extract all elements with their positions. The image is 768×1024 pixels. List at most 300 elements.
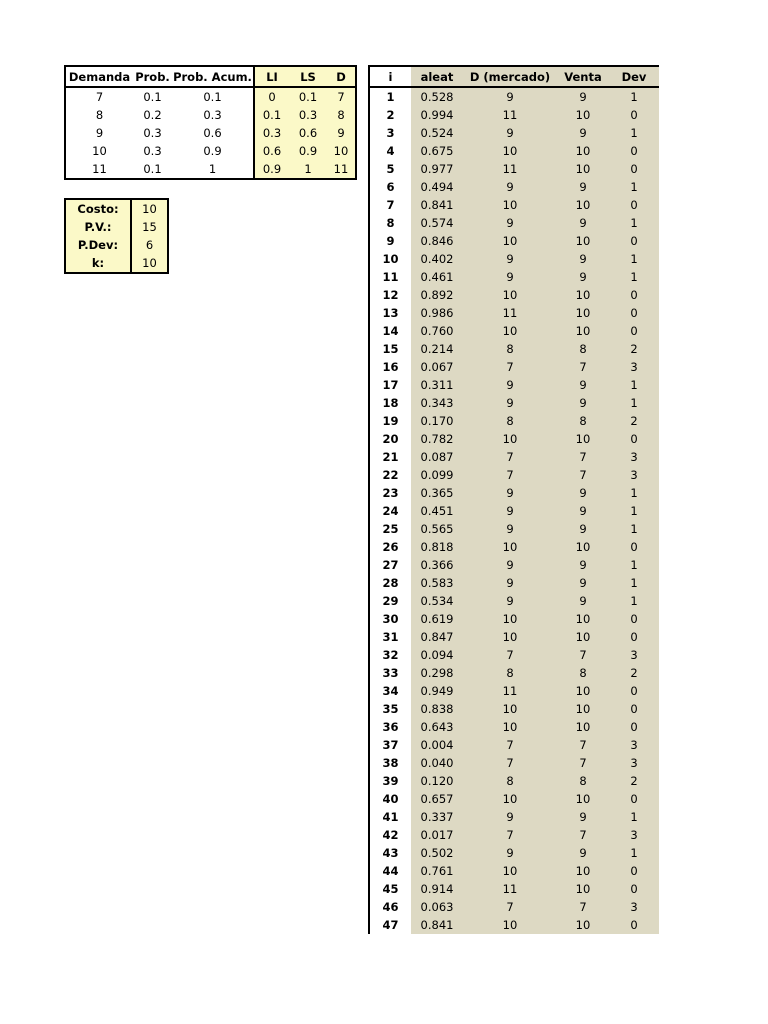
venta-cell: 7: [557, 898, 609, 916]
d-mercado-cell: 8: [463, 772, 557, 790]
dev-cell: 1: [609, 178, 659, 196]
venta-cell: 10: [557, 862, 609, 880]
dev-cell: 0: [609, 538, 659, 556]
sim-table-row: [369, 412, 659, 430]
aleat-cell: 0.818: [411, 538, 463, 556]
i-cell: 8: [386, 216, 395, 230]
d-mercado-cell: 9: [463, 484, 557, 502]
ls-cell: 0.9: [289, 142, 327, 160]
d-mercado-cell: 10: [463, 610, 557, 628]
aleat-cell: 0.986: [411, 304, 463, 322]
i-cell: 45: [382, 882, 399, 896]
d-mercado-cell: 11: [463, 304, 557, 322]
sim-table-row: [369, 592, 659, 610]
i-cell: 44: [382, 864, 399, 878]
dev-cell: 1: [609, 124, 659, 142]
sim-table-row: [369, 808, 659, 826]
sim-table-row: [369, 574, 659, 592]
i-cell: 4: [386, 144, 395, 158]
d-mercado-cell: 9: [463, 844, 557, 862]
aleat-cell: 0.120: [411, 772, 463, 790]
li-cell: 0: [254, 87, 289, 106]
sim-table-row: [369, 142, 659, 160]
i-cell: 47: [382, 918, 399, 932]
i-cell: 37: [382, 738, 399, 752]
sim-table-row: [369, 358, 659, 376]
d-mercado-cell: 9: [463, 87, 557, 106]
venta-cell: 10: [557, 232, 609, 250]
aleat-cell: 0.619: [411, 610, 463, 628]
aleat-cell: 0.170: [411, 412, 463, 430]
sim-table-row: [369, 520, 659, 538]
aleat-cell: 0.847: [411, 628, 463, 646]
sim-table-row: [369, 790, 659, 808]
sim-table-row: [369, 682, 659, 700]
venta-cell: 9: [557, 556, 609, 574]
header-prob: Prob.: [133, 66, 172, 87]
d-mercado-cell: 7: [463, 754, 557, 772]
dev-cell: 0: [609, 160, 659, 178]
i-cell: 29: [382, 594, 399, 608]
aleat-cell: 0.451: [411, 502, 463, 520]
i-cell: 42: [382, 828, 399, 842]
d-mercado-cell: 7: [463, 358, 557, 376]
dev-cell: 1: [609, 502, 659, 520]
aleat-cell: 0.402: [411, 250, 463, 268]
dev-cell: 3: [609, 826, 659, 844]
i-cell: 10: [382, 252, 399, 266]
sim-table-row: [369, 196, 659, 214]
i-cell: 17: [382, 378, 399, 392]
d-mercado-cell: 11: [463, 682, 557, 700]
d-mercado-cell: 10: [463, 790, 557, 808]
venta-cell: 7: [557, 646, 609, 664]
aleat-cell: 0.761: [411, 862, 463, 880]
sim-table-row: [369, 700, 659, 718]
d-cell: 11: [327, 160, 356, 179]
aleat-cell: 0.067: [411, 358, 463, 376]
i-cell: 7: [386, 198, 395, 212]
d-mercado-cell: 7: [463, 646, 557, 664]
header-demanda: Demanda: [65, 66, 133, 87]
sim-table-row: [369, 376, 659, 394]
sim-table-row: [369, 466, 659, 484]
i-cell: 33: [382, 666, 399, 680]
venta-cell: 10: [557, 142, 609, 160]
i-cell: 25: [382, 522, 399, 536]
dev-cell: 1: [609, 250, 659, 268]
aleat-cell: 0.343: [411, 394, 463, 412]
aleat-cell: 0.298: [411, 664, 463, 682]
d-mercado-cell: 10: [463, 286, 557, 304]
venta-cell: 10: [557, 682, 609, 700]
venta-cell: 10: [557, 430, 609, 448]
dev-cell: 0: [609, 718, 659, 736]
dev-cell: 0: [609, 142, 659, 160]
d-cell: 8: [327, 106, 356, 124]
venta-cell: 10: [557, 880, 609, 898]
i-cell: 46: [382, 900, 399, 914]
dev-cell: 0: [609, 430, 659, 448]
d-mercado-cell: 9: [463, 502, 557, 520]
venta-cell: 9: [557, 178, 609, 196]
i-cell: 35: [382, 702, 399, 716]
i-cell: 1: [386, 90, 395, 104]
venta-cell: 8: [557, 340, 609, 358]
d-mercado-cell: 8: [463, 412, 557, 430]
venta-cell: 10: [557, 718, 609, 736]
sim-table-row: [369, 754, 659, 772]
li-cell: 0.6: [254, 142, 289, 160]
venta-cell: 9: [557, 124, 609, 142]
dev-cell: 2: [609, 772, 659, 790]
param-row: [65, 236, 168, 254]
i-cell: 3: [386, 126, 395, 140]
aleat-cell: 0.040: [411, 754, 463, 772]
sim-table-row: [369, 286, 659, 304]
aleat-cell: 0.502: [411, 844, 463, 862]
demanda-cell: 11: [92, 162, 107, 176]
venta-cell: 9: [557, 394, 609, 412]
venta-cell: 7: [557, 466, 609, 484]
sim-table-row: [369, 106, 659, 124]
sim-table-row: [369, 178, 659, 196]
sim-table-header-row: [369, 66, 659, 87]
venta-cell: 10: [557, 286, 609, 304]
d-mercado-cell: 10: [463, 430, 557, 448]
dev-cell: 0: [609, 682, 659, 700]
d-mercado-cell: 10: [463, 916, 557, 934]
dev-cell: 0: [609, 286, 659, 304]
venta-cell: 9: [557, 268, 609, 286]
param-value: 6: [131, 236, 168, 254]
i-cell: 31: [382, 630, 399, 644]
venta-cell: 9: [557, 87, 609, 106]
sim-table-row: [369, 610, 659, 628]
ls-cell: 1: [289, 160, 327, 179]
venta-cell: 9: [557, 592, 609, 610]
header-li: LI: [254, 66, 289, 87]
dev-cell: 3: [609, 754, 659, 772]
aleat-cell: 0.063: [411, 898, 463, 916]
d-mercado-cell: 11: [463, 106, 557, 124]
i-cell: 16: [382, 360, 399, 374]
param-row: [65, 199, 168, 218]
venta-cell: 9: [557, 376, 609, 394]
d-mercado-cell: 10: [463, 718, 557, 736]
dev-cell: 1: [609, 592, 659, 610]
venta-cell: 9: [557, 844, 609, 862]
d-mercado-cell: 7: [463, 736, 557, 754]
d-mercado-cell: 10: [463, 322, 557, 340]
i-cell: 34: [382, 684, 399, 698]
sim-table-row: [369, 268, 659, 286]
aleat-cell: 0.461: [411, 268, 463, 286]
header-d-mercado: D (mercado): [463, 66, 557, 87]
d-mercado-cell: 8: [463, 664, 557, 682]
i-cell: 38: [382, 756, 399, 770]
dev-cell: 0: [609, 304, 659, 322]
d-mercado-cell: 9: [463, 592, 557, 610]
dev-cell: 0: [609, 700, 659, 718]
aleat-cell: 0.534: [411, 592, 463, 610]
demanda-cell: 10: [92, 144, 107, 158]
aleat-cell: 0.643: [411, 718, 463, 736]
demand-table-row: [65, 142, 356, 160]
aleat-cell: 0.094: [411, 646, 463, 664]
prob-cell: 0.1: [143, 90, 162, 104]
venta-cell: 9: [557, 808, 609, 826]
aleat-cell: 0.841: [411, 196, 463, 214]
d-mercado-cell: 11: [463, 880, 557, 898]
dev-cell: 3: [609, 448, 659, 466]
d-mercado-cell: 11: [463, 160, 557, 178]
prob-acum-cell: 0.9: [203, 144, 222, 158]
i-cell: 28: [382, 576, 399, 590]
i-cell: 43: [382, 846, 399, 860]
i-cell: 19: [382, 414, 399, 428]
d-mercado-cell: 7: [463, 448, 557, 466]
demand-table-row: [65, 160, 356, 179]
aleat-cell: 0.838: [411, 700, 463, 718]
dev-cell: 1: [609, 808, 659, 826]
d-cell: 10: [327, 142, 356, 160]
aleat-cell: 0.583: [411, 574, 463, 592]
i-cell: 23: [382, 486, 399, 500]
dev-cell: 3: [609, 466, 659, 484]
d-mercado-cell: 7: [463, 466, 557, 484]
aleat-cell: 0.311: [411, 376, 463, 394]
sim-table-row: [369, 880, 659, 898]
dev-cell: 1: [609, 394, 659, 412]
aleat-cell: 0.494: [411, 178, 463, 196]
ls-cell: 0.3: [289, 106, 327, 124]
sim-table-row: [369, 502, 659, 520]
header-prob-acum: Prob. Acum.: [172, 66, 254, 87]
dev-cell: 0: [609, 880, 659, 898]
i-cell: 6: [386, 180, 395, 194]
i-cell: 41: [382, 810, 399, 824]
ls-cell: 0.1: [289, 87, 327, 106]
sim-table-row: [369, 394, 659, 412]
venta-cell: 9: [557, 520, 609, 538]
prob-cell: 0.3: [143, 144, 162, 158]
li-cell: 0.3: [254, 124, 289, 142]
header-ls: LS: [289, 66, 327, 87]
sim-table-row: [369, 484, 659, 502]
sim-table-row: [369, 250, 659, 268]
sim-table-row: [369, 160, 659, 178]
i-cell: 24: [382, 504, 399, 518]
d-mercado-cell: 10: [463, 862, 557, 880]
venta-cell: 8: [557, 664, 609, 682]
aleat-cell: 0.574: [411, 214, 463, 232]
d-mercado-cell: 7: [463, 898, 557, 916]
d-mercado-cell: 9: [463, 574, 557, 592]
i-cell: 9: [386, 234, 395, 248]
sim-table-row: [369, 664, 659, 682]
dev-cell: 2: [609, 664, 659, 682]
param-value: 10: [131, 254, 168, 273]
venta-cell: 9: [557, 574, 609, 592]
venta-cell: 10: [557, 628, 609, 646]
i-cell: 20: [382, 432, 399, 446]
dev-cell: 1: [609, 87, 659, 106]
prob-acum-cell: 1: [208, 162, 217, 176]
i-cell: 12: [382, 288, 399, 302]
sim-table-row: [369, 87, 659, 106]
d-mercado-cell: 10: [463, 700, 557, 718]
dev-cell: 0: [609, 106, 659, 124]
sim-table-row: [369, 556, 659, 574]
sim-table-row: [369, 916, 659, 934]
prob-cell: 0.1: [143, 162, 162, 176]
aleat-cell: 0.841: [411, 916, 463, 934]
venta-cell: 7: [557, 358, 609, 376]
i-cell: 22: [382, 468, 399, 482]
d-mercado-cell: 9: [463, 250, 557, 268]
prob-acum-cell: 0.6: [203, 126, 222, 140]
sim-table-row: [369, 304, 659, 322]
i-cell: 39: [382, 774, 399, 788]
i-cell: 5: [386, 162, 395, 176]
aleat-cell: 0.657: [411, 790, 463, 808]
sim-table-row: [369, 718, 659, 736]
aleat-cell: 0.914: [411, 880, 463, 898]
i-cell: 2: [386, 108, 395, 122]
venta-cell: 9: [557, 484, 609, 502]
demanda-cell: 8: [95, 108, 104, 122]
sim-table-row: [369, 862, 659, 880]
d-mercado-cell: 9: [463, 394, 557, 412]
aleat-cell: 0.565: [411, 520, 463, 538]
aleat-cell: 0.087: [411, 448, 463, 466]
dev-cell: 0: [609, 610, 659, 628]
aleat-cell: 0.782: [411, 430, 463, 448]
d-mercado-cell: 9: [463, 520, 557, 538]
aleat-cell: 0.994: [411, 106, 463, 124]
prob-cell: 0.3: [143, 126, 162, 140]
aleat-cell: 0.892: [411, 286, 463, 304]
header-dev: Dev: [609, 66, 659, 87]
venta-cell: 10: [557, 196, 609, 214]
i-cell: 27: [382, 558, 399, 572]
dev-cell: 0: [609, 196, 659, 214]
d-mercado-cell: 10: [463, 538, 557, 556]
dev-cell: 0: [609, 322, 659, 340]
sim-table-row: [369, 448, 659, 466]
venta-cell: 10: [557, 106, 609, 124]
aleat-cell: 0.846: [411, 232, 463, 250]
i-cell: 32: [382, 648, 399, 662]
dev-cell: 1: [609, 214, 659, 232]
aleat-cell: 0.675: [411, 142, 463, 160]
dev-cell: 3: [609, 898, 659, 916]
aleat-cell: 0.214: [411, 340, 463, 358]
dev-cell: 3: [609, 646, 659, 664]
simulation-table: [368, 65, 659, 934]
dev-cell: 1: [609, 484, 659, 502]
dev-cell: 1: [609, 574, 659, 592]
d-mercado-cell: 8: [463, 340, 557, 358]
dev-cell: 1: [609, 844, 659, 862]
d-mercado-cell: 9: [463, 124, 557, 142]
dev-cell: 3: [609, 736, 659, 754]
i-cell: 11: [382, 270, 399, 284]
demand-table-header-row: [65, 66, 356, 87]
sim-table-row: [369, 646, 659, 664]
demand-table-row: [65, 106, 356, 124]
d-mercado-cell: 9: [463, 178, 557, 196]
aleat-cell: 0.017: [411, 826, 463, 844]
sim-table-row: [369, 826, 659, 844]
venta-cell: 10: [557, 160, 609, 178]
d-mercado-cell: 7: [463, 826, 557, 844]
d-mercado-cell: 9: [463, 376, 557, 394]
venta-cell: 7: [557, 736, 609, 754]
param-value: 10: [131, 199, 168, 218]
venta-cell: 9: [557, 214, 609, 232]
parameters-table: [64, 198, 169, 274]
venta-cell: 9: [557, 250, 609, 268]
param-label: Costo:: [65, 199, 131, 218]
dev-cell: 1: [609, 268, 659, 286]
aleat-cell: 0.528: [411, 87, 463, 106]
sim-table-row: [369, 736, 659, 754]
sim-table-row: [369, 430, 659, 448]
param-label: k:: [65, 254, 131, 273]
venta-cell: 8: [557, 412, 609, 430]
dev-cell: 1: [609, 376, 659, 394]
venta-cell: 10: [557, 538, 609, 556]
d-mercado-cell: 9: [463, 268, 557, 286]
venta-cell: 9: [557, 502, 609, 520]
param-row: [65, 254, 168, 273]
ls-cell: 0.6: [289, 124, 327, 142]
venta-cell: 10: [557, 790, 609, 808]
demanda-cell: 7: [95, 90, 104, 104]
sim-table-row: [369, 340, 659, 358]
li-cell: 0.1: [254, 106, 289, 124]
header-venta: Venta: [557, 66, 609, 87]
venta-cell: 7: [557, 754, 609, 772]
i-cell: 30: [382, 612, 399, 626]
dev-cell: 1: [609, 556, 659, 574]
header-i: i: [369, 66, 411, 87]
venta-cell: 7: [557, 448, 609, 466]
demanda-cell: 9: [95, 126, 104, 140]
sim-table-row: [369, 628, 659, 646]
sim-table-row: [369, 844, 659, 862]
i-cell: 21: [382, 450, 399, 464]
aleat-cell: 0.004: [411, 736, 463, 754]
sim-table-row: [369, 214, 659, 232]
aleat-cell: 0.760: [411, 322, 463, 340]
dev-cell: 0: [609, 862, 659, 880]
dev-cell: 0: [609, 790, 659, 808]
d-mercado-cell: 10: [463, 232, 557, 250]
param-label: P.V.:: [65, 218, 131, 236]
sim-table-row: [369, 538, 659, 556]
d-mercado-cell: 9: [463, 808, 557, 826]
header-aleat: aleat: [411, 66, 463, 87]
aleat-cell: 0.337: [411, 808, 463, 826]
venta-cell: 10: [557, 304, 609, 322]
param-label: P.Dev:: [65, 236, 131, 254]
i-cell: 18: [382, 396, 399, 410]
param-value: 15: [131, 218, 168, 236]
li-cell: 0.9: [254, 160, 289, 179]
